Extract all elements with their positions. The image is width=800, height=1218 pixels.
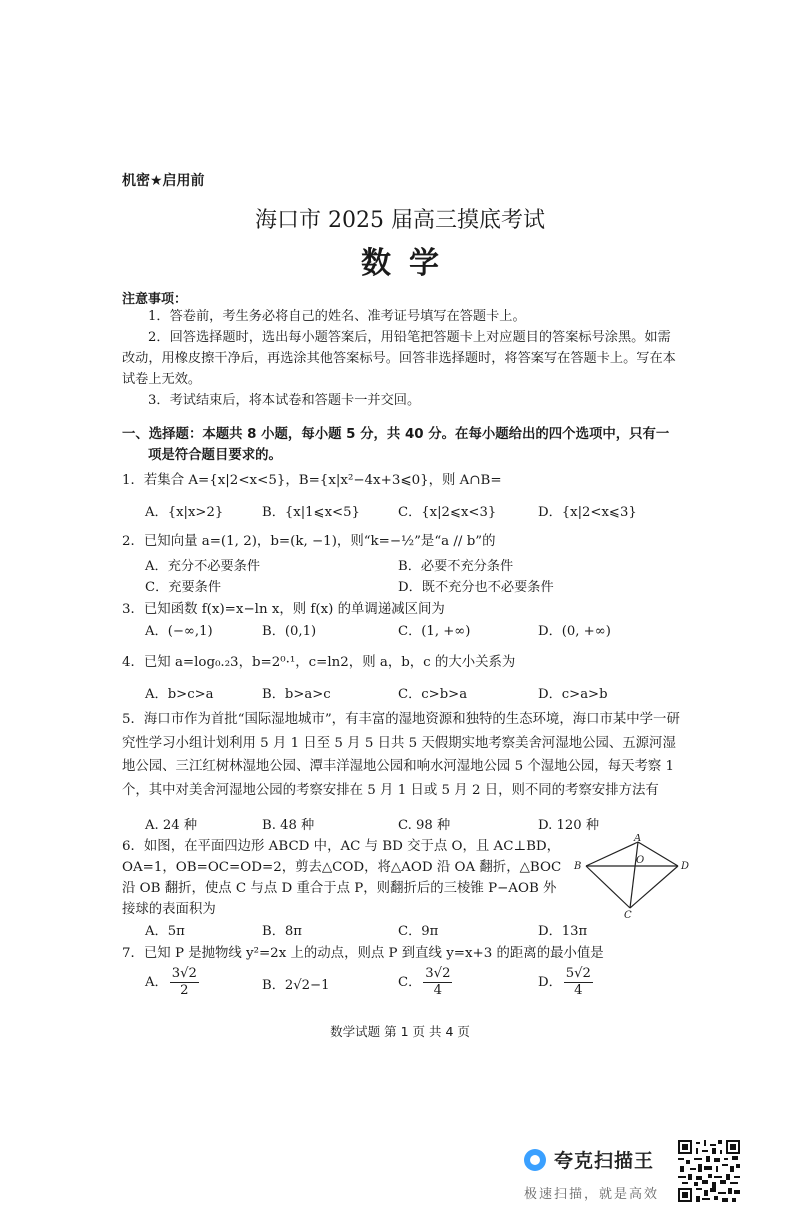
denominator: 2 (180, 983, 189, 998)
question-6-option-d: D．13π (538, 924, 588, 939)
question-3-option-c: C．(1, +∞) (398, 624, 471, 639)
section-line-2: 项是符合题目要求的。 (148, 448, 282, 463)
question-5-option-c: C. 98 种 (398, 818, 451, 833)
question-3-option-a: A．(−∞,1) (145, 624, 213, 639)
label-a: A (634, 834, 642, 844)
exam-title: 海口市 2025 届高三摸底考试 (255, 208, 545, 233)
question-7-option-b: B．2√2−1 (262, 978, 330, 993)
denominator: 4 (574, 983, 583, 998)
scanner-watermark (524, 1146, 654, 1173)
note-item: 1．答卷前，考生务必将自己的姓名、准考证号填写在答题卡上。 (148, 309, 526, 324)
question-2-stem: 2．已知向量 a=(1, 2)，b=(k, −1)，则“k=−½”是“a // b”的 (122, 534, 496, 549)
question-6-option-b: B．8π (262, 924, 302, 939)
question-6-stem: 6．如图，在平面四边形 ABCD 中，AC 与 BD 交于点 O，且 AC⊥BD，OA=1，OB=OC=OD=2，剪去△COD，将△AOD 沿 OA 翻折，△BOC 沿 OB 翻折，使点 C 与点 D 重合于点 P，则翻折后的三棱锥 P−AOB 外接球的表面积为 (122, 839, 562, 917)
edge-bc (586, 866, 630, 908)
question-2-option-b: B．必要不充分条件 (398, 559, 514, 574)
option-letter: A． (145, 975, 168, 990)
quadrilateral-figure (568, 834, 692, 918)
fraction (170, 966, 199, 999)
question-6-option-c: C．9π (398, 924, 439, 939)
question-5-stem: 5．海口市作为首批“国际湿地城市”，有丰富的湿地资源和独特的生态环境，海口市某中学一研究性学习小组计划利用 5 月 1 日至 5 月 5 日共 5 天假期实地考察美舍河湿地公园、五源河湿地公园、三江红树林湿地公园、潭丰洋湿地公园和响水河湿地公园 5 个湿地公园，每天考察 1 个，其中对美舍河湿地公园的考察安排在 5 月 1 日或 5 月 2 日，则不同的考察安排方法有 (122, 712, 680, 798)
question-4-option-d: D．c>a>b (538, 687, 608, 702)
edge-dc (630, 866, 678, 908)
section-heading (122, 424, 687, 466)
section-line-1: 一、选择题：本题共 8 小题，每小题 5 分，共 40 分。在每小题给出的四个选项中，只有一 (122, 427, 670, 442)
question-6-option-a: A．5π (145, 924, 185, 939)
question-5-option-b: B. 48 种 (262, 818, 315, 833)
numerator: 5√2 (565, 966, 591, 981)
question-2-option-d: D．既不充分也不必要条件 (398, 580, 554, 595)
question-3-option-d: D．(0, +∞) (538, 624, 611, 639)
note-item: 2．回答选择题时，选出每小题答案后，用铅笔把答题卡上对应题目的答案标号涂黑。如需改动，用橡皮擦干净后，再选涂其他答案标号。回答非选择题时，将答案写在答题卡上。写在本试卷上无效。 (122, 330, 676, 387)
page-footer: 数学试题 第 1 页 共 4 页 (330, 1024, 470, 1039)
question-3-option-b: B．(0,1) (262, 624, 317, 639)
question-4-option-c: C．c>b>a (398, 687, 468, 702)
scanner-logo-icon (524, 1149, 546, 1171)
denominator: 4 (433, 983, 443, 998)
question-4-option-a: A．b>c>a (145, 687, 214, 702)
question-1-option-d: D．{x|2<x⩽3} (538, 505, 637, 520)
qr-code-icon (678, 1140, 740, 1202)
numerator: 3√2 (171, 966, 197, 981)
question-5-option-a: A. 24 种 (145, 818, 198, 833)
label-b: B (574, 861, 582, 872)
notes-heading: 注意事项： (122, 292, 188, 307)
label-c: C (624, 910, 632, 918)
fraction (423, 966, 452, 999)
question-7-option-a (145, 966, 255, 999)
confidential-label: 机密★启用前 (122, 173, 205, 189)
label-d: D (681, 861, 690, 872)
question-5-option-d: D. 120 种 (538, 818, 600, 833)
question-4-stem: 4．已知 a=log₀.₂3，b=2⁰·¹，c=ln2，则 a，b，c 的大小关系为 (122, 655, 516, 670)
diagonal-ac (630, 842, 638, 908)
question-1-option-c: C．{x|2⩽x<3} (398, 505, 497, 520)
question-7-option-d (538, 966, 658, 999)
scanner-slogan: 极速扫描，就是高效 (524, 1187, 660, 1202)
edge-ab (586, 842, 638, 866)
question-1-option-a: A．{x|x>2} (145, 505, 224, 520)
scanner-brand: 夸克扫描王 (554, 1150, 655, 1172)
fraction (564, 966, 593, 999)
numerator: 3√2 (425, 966, 451, 981)
question-3-stem: 3．已知函数 f(x)=x−ln x，则 f(x) 的单调递减区间为 (122, 602, 445, 617)
question-1-stem: 1．若集合 A={x|2<x<5}，B={x|x²−4x+3⩽0}，则 A∩B= (122, 473, 502, 488)
question-7-option-c (398, 966, 518, 999)
option-letter: C． (398, 975, 422, 990)
question-2-option-a: A．充分不必要条件 (145, 559, 261, 574)
question-7-stem: 7．已知 P 是抛物线 y²=2x 上的动点，则点 P 到直线 y=x+3 的距离的最小值是 (122, 946, 604, 961)
note-item: 3．考试结束后，将本试卷和答题卡一并交回。 (148, 393, 421, 408)
question-2-option-c: C．充要条件 (145, 580, 222, 595)
question-4-option-b: B．b>a>c (262, 687, 331, 702)
label-o: O (636, 855, 645, 866)
question-1-option-b: B．{x|1⩽x<5} (262, 505, 360, 520)
option-letter: D． (538, 975, 562, 990)
subject-title: 数学 (361, 246, 457, 281)
